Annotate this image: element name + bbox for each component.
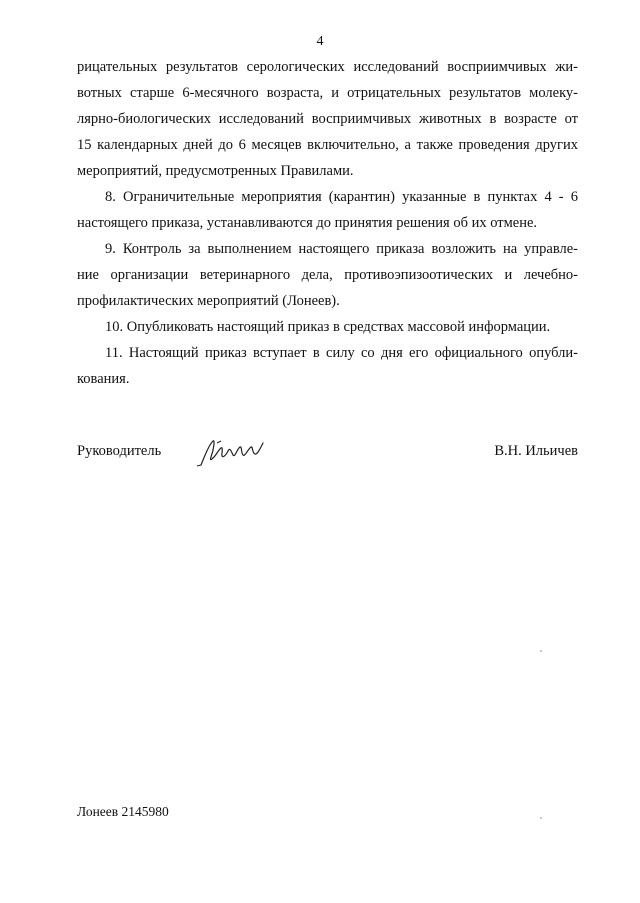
body-line: вотных старше 6-месячного возраста, и отрицательных результатов молеку- [77,85,578,101]
body-line: профилактических мероприятий (Лонеев). [77,293,340,309]
signature-block [77,443,578,473]
signatory-title: Руководитель [77,443,162,459]
paragraph-11-first-line: 11. Настоящий приказ вступает в силу со дня его официального опубли- [105,345,578,361]
body-line: 15 календарных дней до 6 месяцев включительно, а также проведения других [77,137,578,153]
body-line: ние организации ветеринарного дела, противоэпизоотических и лечебно- [77,267,578,283]
body-line: лярно-биологических исследований восприимчивых животных в возрасте от [77,111,578,127]
body-line: мероприятий, предусмотренных Правилами. [77,163,354,179]
executor-note: Лонеев 2145980 [77,804,169,819]
body-line: кования. [77,371,130,387]
handwritten-signature [195,435,267,469]
page-number: 4 [316,34,324,49]
paragraph-8-first-line: 8. Ограничительные мероприятия (карантин) указанные в пунктах 4 - 6 [105,189,578,205]
paragraph-9-first-line: 9. Контроль за выполнением настоящего приказа возложить на управле- [105,241,578,257]
body-line: настоящего приказа, устанавливаются до принятия решения об их отмене. [77,215,538,231]
body-line: рицательных результатов серологических исследований восприимчивых жи- [77,59,578,75]
scan-speck [540,650,542,652]
paragraph-10: 10. Опубликовать настоящий приказ в средствах массовой информации. [105,319,551,335]
signatory-name: В.Н. Ильичев [494,443,578,459]
scan-speck [540,817,542,819]
